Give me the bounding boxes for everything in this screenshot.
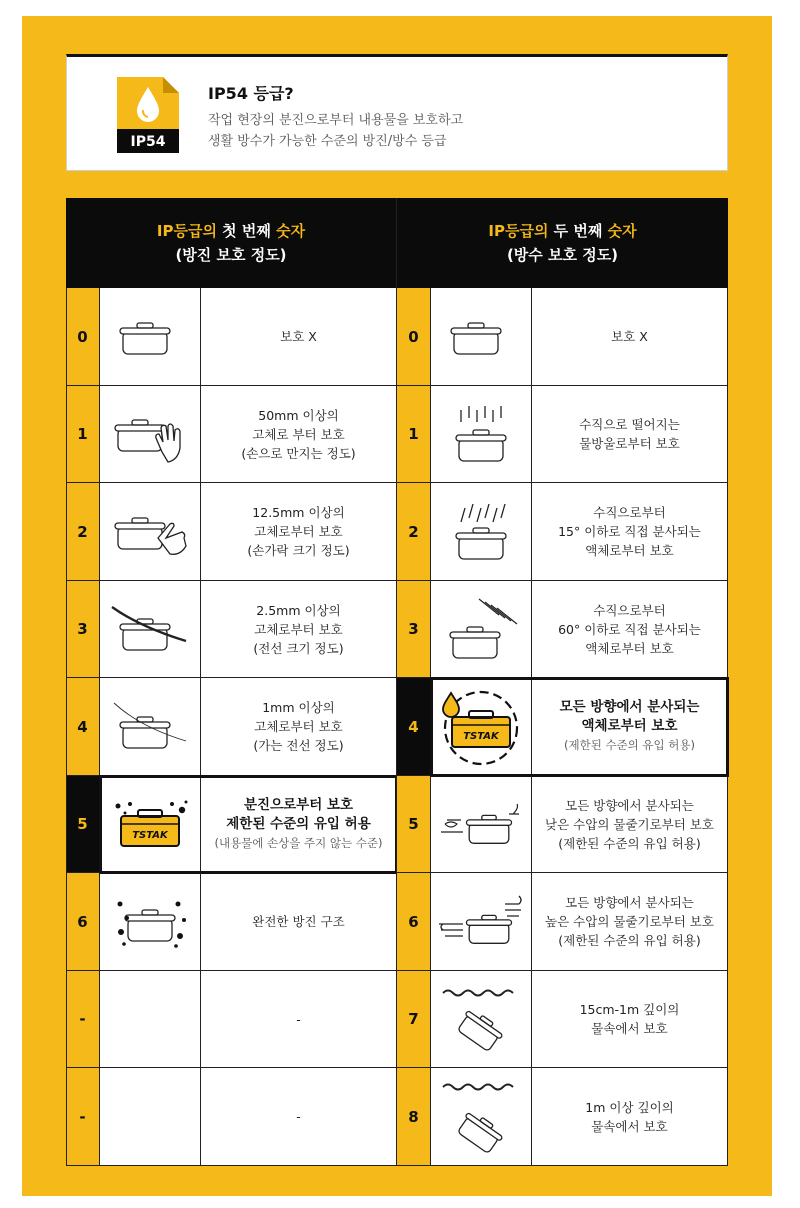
dust_rows-icon-cell [100,873,201,971]
dust_rows-description [201,873,397,971]
description-line: (제한된 수준의 유입 허용) [558,835,701,851]
dust_rows-description [201,776,397,873]
description-line: 15° 이하로 직접 분사되는 [558,524,701,539]
dust_rows-icon-cell [100,1068,201,1166]
water_rows-description [532,873,728,971]
water-drop-badge-icon [117,77,179,153]
dust_rows-row-number: - [66,1068,100,1166]
description-line: 제한된 수준의 유입 허용 [226,815,371,832]
dust_rows-icon-cell [100,386,201,483]
water_rows-description [532,386,728,483]
header-second-prefix: IP등급의 [488,222,549,240]
description-line: 12.5mm 이상의 [252,505,345,520]
description-line: (손가락 크기 정도) [247,543,350,558]
water_rows-description [532,678,728,776]
description-line: 물속에서 보호 [591,1021,668,1036]
description-line: 보호 X [611,329,648,344]
dust_rows-icon-cell [100,776,201,873]
water_rows-description [532,288,728,386]
dust_rows-row-number: 4 [66,678,100,776]
table-body [66,288,728,1166]
dust_rows-description [201,581,397,678]
description-line: 모든 방향에서 분사되는 [565,895,694,910]
description-line: 15cm-1m 깊이의 [579,1002,680,1017]
dust_rows-description [201,1068,397,1166]
water_rows-row-number: 2 [397,483,431,581]
info-description-line-2: 생활 방수가 가능한 수준의 방진/방수 등급 [208,134,447,149]
thin-wire-icon [100,679,200,775]
toolbox-icon [100,289,200,385]
hand-icon [100,386,200,482]
water_rows-row-number: 0 [397,288,431,386]
header-second-sub: (방수 보호 정도) [506,246,619,264]
description-note: (제한된 수준의 유입 허용) [563,738,696,752]
dust_rows-description [201,483,397,581]
header-second-mid: 두 번째 [548,222,608,240]
dust_rows-icon-cell [100,678,201,776]
description-line: 낮은 수압의 물줄기로부터 보호 [545,816,714,832]
dust_rows-description [201,386,397,483]
water_rows-icon-cell [431,581,532,678]
ip54-info-card [66,54,728,171]
dust_rows-row-number: 5 [66,776,100,873]
description-line: 60° 이하로 직접 분사되는 [558,621,701,637]
description-line: 2.5mm 이상의 [256,602,341,618]
water_rows-row-number: 4 [397,678,431,776]
water_rows-icon-cell [431,776,532,873]
description-line: 수직으로부터 [593,602,666,618]
dust_rows-row-number: 1 [66,386,100,483]
description-line: (제한된 수준의 유입 허용) [558,933,701,948]
finger-icon [100,484,200,580]
water_rows-description [532,1068,728,1166]
description-line: 분진으로부터 보호 [243,796,354,813]
dust_rows-row-number: 3 [66,581,100,678]
water_rows-icon-cell [431,288,532,386]
dust_rows-description [201,678,397,776]
water_rows-icon-cell [431,483,532,581]
thick-wire-icon [100,581,200,677]
water_rows-row-number: 5 [397,776,431,873]
water_rows-description [532,971,728,1068]
tstak-dust-icon [100,776,200,872]
description-line: - [296,1011,301,1027]
header-first-sub: (방진 보호 정도) [175,246,287,264]
info-description-line-1: 작업 현장의 분진으로부터 내용물을 보호하고 [208,113,464,128]
vertical-drops-icon [431,386,531,482]
description-line: 수직으로부터 [593,505,666,520]
water_rows-icon-cell [431,873,532,971]
description-line: 액체로부터 보호 [585,640,674,656]
badge-label: IP54 [130,134,166,150]
description-line: 물방울로부터 보호 [579,436,680,451]
description-line: 1mm 이상의 [262,700,335,715]
dust_rows-row-number: 2 [66,483,100,581]
toolbox-icon [431,289,531,385]
header-first-suffix: 숫자 [276,222,306,240]
angled-drops-icon [431,484,531,580]
water_rows-row-number: 7 [397,971,431,1068]
description-line: 액체로부터 보호 [585,543,674,558]
dust_rows-description [201,288,397,386]
dust_rows-icon-cell [100,971,201,1068]
water_rows-description [532,483,728,581]
ip-rating-table [66,198,728,1166]
spray-icon [431,581,531,677]
water_rows-row-number: 1 [397,386,431,483]
description-line: 완전한 방진 구조 [252,914,345,929]
description-line: 고체로 부터 보호 [252,426,345,442]
description-line: 고체로부터 보호 [254,719,343,734]
water_rows-icon-cell [431,386,532,483]
description-line: 50mm 이상의 [258,407,339,423]
tstak-splash-icon [431,679,531,775]
header-second-suffix: 숫자 [607,222,637,240]
dust_rows-icon-cell [100,483,201,581]
description-line: 고체로부터 보호 [254,524,343,539]
description-line: 높은 수압의 물줄기로부터 보호 [545,914,714,929]
column-divider [396,198,397,1166]
dust_rows-icon-cell [100,581,201,678]
dust_rows-description [201,971,397,1068]
description-line: 보호 X [280,329,317,344]
description-line: 물속에서 보호 [591,1118,668,1134]
description-line: 1m 이상 깊이의 [585,1099,674,1115]
dust-tight-icon [100,874,200,970]
header-first-prefix: IP등급의 [156,222,217,240]
description-note: (내용물에 손상을 주지 않는 수준) [214,835,383,850]
description-line: (가는 전선 정도) [253,738,344,753]
water_rows-icon-cell [431,971,532,1068]
description-line: 모든 방향에서 분사되는 [559,699,700,715]
header-second-digit [397,198,728,288]
water_rows-icon-cell [431,1068,532,1166]
water_rows-row-number: 6 [397,873,431,971]
water_rows-row-number: 3 [397,581,431,678]
header-first-digit [66,198,396,288]
description-line: (전선 크기 정도) [253,640,344,656]
description-line: 모든 방향에서 분사되는 [565,797,694,813]
description-line: - [296,1109,301,1124]
description-line: 수직으로 떨어지는 [579,417,680,432]
header-first-mid: 첫 번째 [216,222,277,240]
immersion-icon [431,971,531,1067]
description-line: 고체로부터 보호 [254,621,343,637]
svg-text:TSTAK: TSTAK [132,830,168,841]
submersion-icon [431,1069,531,1165]
high-jet-icon [431,874,531,970]
water_rows-icon-cell [431,678,532,776]
low-jet-icon [431,776,531,872]
table-left-border [66,288,67,1166]
water_rows-description [532,776,728,873]
water_rows-row-number: 8 [397,1068,431,1166]
water_rows-description [532,581,728,678]
svg-text:TSTAK: TSTAK [463,730,499,742]
description-line: (손으로 만지는 정도) [241,445,356,461]
dust_rows-row-number: 6 [66,873,100,971]
dust_rows-row-number: - [66,971,100,1068]
dust_rows-icon-cell [100,288,201,386]
description-line: 액체로부터 보호 [581,718,678,734]
info-title: IP54 등급? [208,84,294,103]
dust_rows-row-number: 0 [66,288,100,386]
